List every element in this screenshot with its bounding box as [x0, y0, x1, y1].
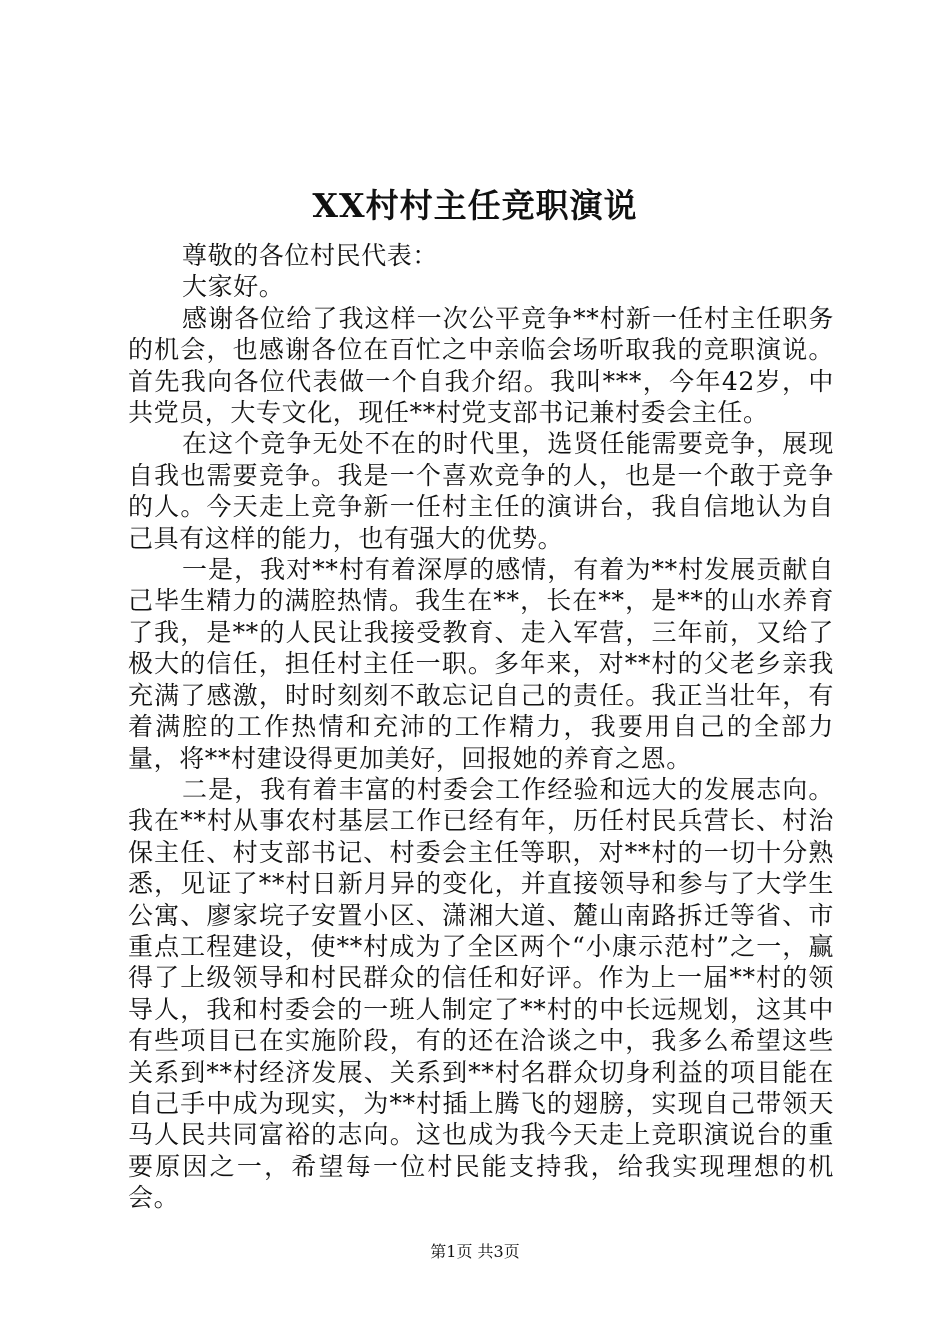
- page-number: 第1页 共3页: [430, 1242, 520, 1261]
- body-paragraph: 感谢各位给了我这样一次公平竞争**村新一任村主任职务的机会，也感谢各位在百忙之中亲临会场听取我的竞职演说。首先我向各位代表做一个自我介绍。我叫***，今年42岁，中共党员，大专文化，现任**村党支部书记兼村委会主任。: [128, 303, 834, 428]
- greeting: 大家好。: [182, 272, 285, 302]
- body-paragraph: 二是，我有着丰富的村委会工作经验和远大的发展志向。我在**村从事农村基层工作已经有年，历任村民兵营长、村治保主任、村支部书记、村委会主任等职，对**村的一切十分熟悉，见证了**村日新月异的变化，并直接领导和参与了大学生公寓、廖家垸子安置小区、潇湘大道、麓山南路拆迁等省、市重点工程建设，使**村成为了全区两个“小康示范村”之一，赢得了上级领导和村民群众的信任和好评。作为上一届**村的领导人，我和村委会的一班人制定了**村的中长远规划，这其中有些项目已在实施阶段，有的还在洽谈之中，我多么希望这些关系到**村经济发展、关系到**村名群众切身利益的项目能在自己手中成为现实，为**村插上腾飞的翅膀，实现自己带领天马人民共同富裕的志向。这也成为我今天走上竞职演说台的重要原因之一，希望每一位村民能支持我，给我实现理想的机会。: [128, 774, 834, 1213]
- salutation: 尊敬的各位村民代表：: [182, 241, 439, 270]
- body-paragraph: 在这个竞争无处不在的时代里，选贤任能需要竞争，展现自我也需要竞争。我是一个喜欢竞争的人，也是一个敢于竞争的人。今天走上竞争新一任村主任的演讲台，我自信地认为自己具有这样的能力，也有强大的优势。: [128, 429, 834, 553]
- document-body: [128, 240, 834, 1214]
- document-title: XX村村主任竞职演说: [312, 186, 638, 225]
- body-paragraph: 一是，我对**村有着深厚的感情，有着为**村发展贡献自己毕生精力的满腔热情。我生在**，长在**，是**的山水养育了我，是**的人民让我接受教育、走入军营，三年前，又给了极大的信任，担任村主任一职。多年来，对**村的父老乡亲我充满了感激，时时刻刻不敢忘记自己的责任。我正当壮年，有着满腔的工作热情和充沛的工作精力，我要用自己的全部力量，将**村建设得更加美好，回报她的养育之恩。: [128, 555, 834, 773]
